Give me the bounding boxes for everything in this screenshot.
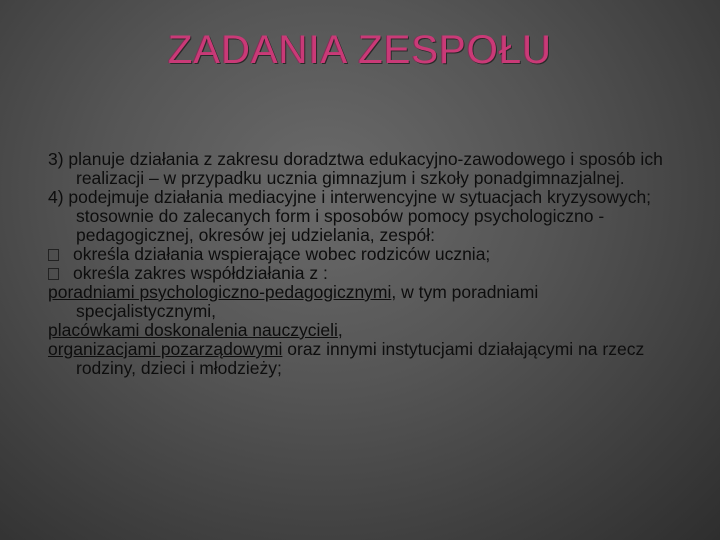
bullet-item-1 <box>48 245 678 264</box>
cooperation-item-3 <box>48 340 678 378</box>
square-bullet-icon <box>48 268 59 280</box>
cooperation-item-2-rest: , <box>337 320 343 340</box>
bullet-item-2-text: określa zakres współdziałania z : <box>73 263 328 283</box>
cooperation-item-3-rest: oraz innymi instytucjami działającymi na rzecz rodziny, dzieci i młodzieży; <box>76 339 645 378</box>
cooperation-item-2 <box>48 321 678 340</box>
bullet-item-1-text: określa działania wspierające wobec rodziców ucznia; <box>73 244 491 264</box>
link-poradnie[interactable]: poradniami psychologiczno-pedagogicznymi <box>48 282 392 302</box>
square-bullet-icon <box>48 249 59 261</box>
bullet-item-2 <box>48 264 678 283</box>
paragraph-3: 3) planuje działania z zakresu doradztwa edukacyjno-zawodowego i sposób ich realizacji – w przypadku ucznia gimnazjum i szkoły ponadgimnazjalnej. <box>48 149 663 188</box>
slide-body <box>48 150 678 378</box>
paragraph-4: 4) podejmuje działania mediacyjne i interwencyjne w sytuacjach kryzysowych; stosownie do zalecanych form i sposobów pomocy psychologiczno -pedagogicznej, okresów jej udzielania, zespół: <box>48 187 652 245</box>
link-placowki[interactable]: placówkami doskonalenia nauczycieli <box>48 320 338 340</box>
link-organizacje[interactable]: organizacjami pozarządowymi <box>48 339 283 359</box>
cooperation-item-1 <box>48 283 678 321</box>
slide-title: ZADANIA ZESPOŁU <box>168 28 552 72</box>
cooperation-item-1-rest: , w tym poradniami specjalistycznymi, <box>76 282 539 321</box>
